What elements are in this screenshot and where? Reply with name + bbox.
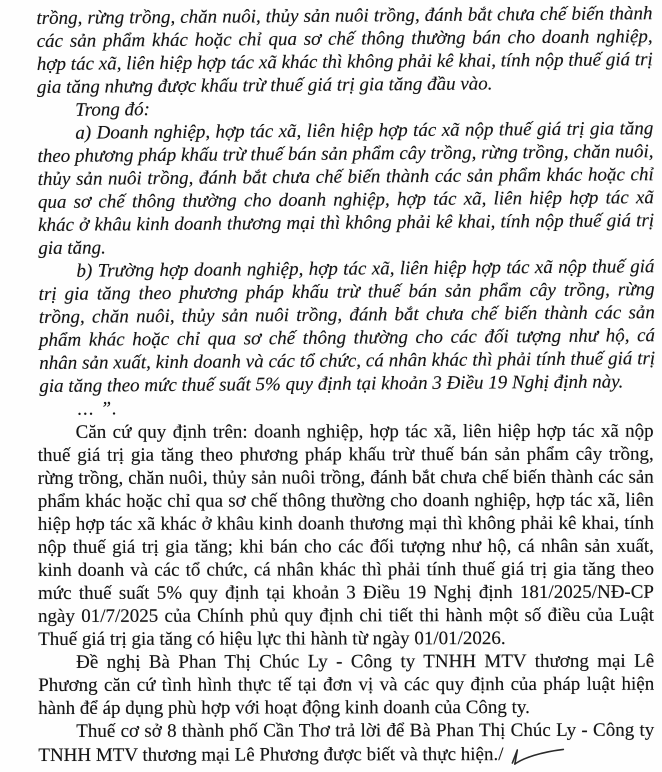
closing-text: Thuế cơ sở 8 thành phố Cần Thơ trả lời để Bà Phan Thị Chúc Ly - Công ty TNHH MTV thương mại Lê Phương được biết và thực hiện./ [38, 719, 655, 766]
paragraph-can-cu: Căn cứ quy định trên: doanh nghiệp, hợp tác xã, liên hiệp hợp tác xã nộp thuế giá trị gia tăng theo phương pháp khấu trừ thuế bán sản phẩm cây trồng, rừng trồng, chăn nuôi, thủy sản nuôi trồng, đánh bắt chưa chế biến thành các sản phẩm khác hoặc chỉ qua sơ chế thông thường cho doanh nghiệp, hợp tác xã, liên hiệp hợp tác xã khác ở khâu kinh doanh thương mại thì không phải kê khai, tính nộp thuế giá trị gia tăng; khi bán cho các đối tượng như hộ, cá nhân sản xuất, kinh doanh và các tổ chức, cá nhân khác thì phải tính thuế giá trị gia tăng theo mức thuế suất 5% quy định tại khoản 3 Điều 19 Nghị định 181/2025/NĐ-CP ngày 01/7/2025 của Chính phủ quy định chi tiết thi hành một số điều của Luật Thuế giá trị gia tăng có hiệu lực thi hành từ ngày 01/01/2026. [37, 420, 655, 650]
paragraph-quoted-continuation: trồng, rừng trồng, chăn nuôi, thủy sản nuôi trồng, đánh bắt chưa chế biến thành các sản phẩm khác hoặc chỉ qua sơ chế thông thường bán cho doanh nghiệp, hợp tác xã, liên hiệp hợp tác xã khác thì không phải kê khai, tính nộp thuế giá trị gia tăng nhưng được khấu trừ thuế giá trị gia tăng đầu vào. [36, 3, 653, 99]
paragraph-trong-do: Trong đó: [75, 99, 151, 121]
paragraph-de-nghi: Đề nghị Bà Phan Thị Chúc Ly - Công ty TNHH MTV thương mại Lê Phương căn cứ tình hình thực tế tại đơn vị và các quy định của pháp luật hiện hành để áp dụng phù hợp với hoạt động kinh doanh của Công ty. [38, 650, 655, 719]
paragraph-point-b: b) Trường hợp doanh nghiệp, hợp tác xã, liên hiệp hợp tác xã nộp thuế giá trị gia tăng theo phương pháp khấu trừ thuế bán sản phẩm cây trồng, rừng trồng, chăn nuôi, thủy sản nuôi trồng, đánh bắt chưa chế biến thành các sản phẩm khác hoặc chỉ qua sơ chế thông thường cho các đối tượng như hộ, cá nhân sản xuất, kinh doanh và các tổ chức, cá nhân khác thì phải tính thuế giá trị gia tăng theo mức thuế suất 5% quy định tại khoản 3 Điều 19 Nghị định này. [38, 256, 656, 397]
paragraph-point-a: a) Doanh nghiệp, hợp tác xã, liên hiệp hợp tác xã nộp thuế giá trị gia tăng theo phương pháp khấu trừ thuế bán sản phẩm cây trồng, rừng trồng, chăn nuôi, thủy sản nuôi trồng, đánh bắt chưa chế biến thành các sản phẩm khác hoặc chỉ qua sơ chế thông thường cho doanh nghiệp, hợp tác xã, liên hiệp hợp tác xã khác ở khâu kinh doanh thương mại thì không phải kê khai, tính nộp thuế giá trị gia tăng. [37, 118, 655, 259]
paragraph-closing [38, 719, 654, 769]
pen-flourish-icon [505, 742, 567, 768]
paragraph-quote-end-mark: ... ”. [77, 398, 118, 420]
quoted-legal-text-block [36, 2, 655, 421]
reply-text-block [38, 420, 655, 769]
